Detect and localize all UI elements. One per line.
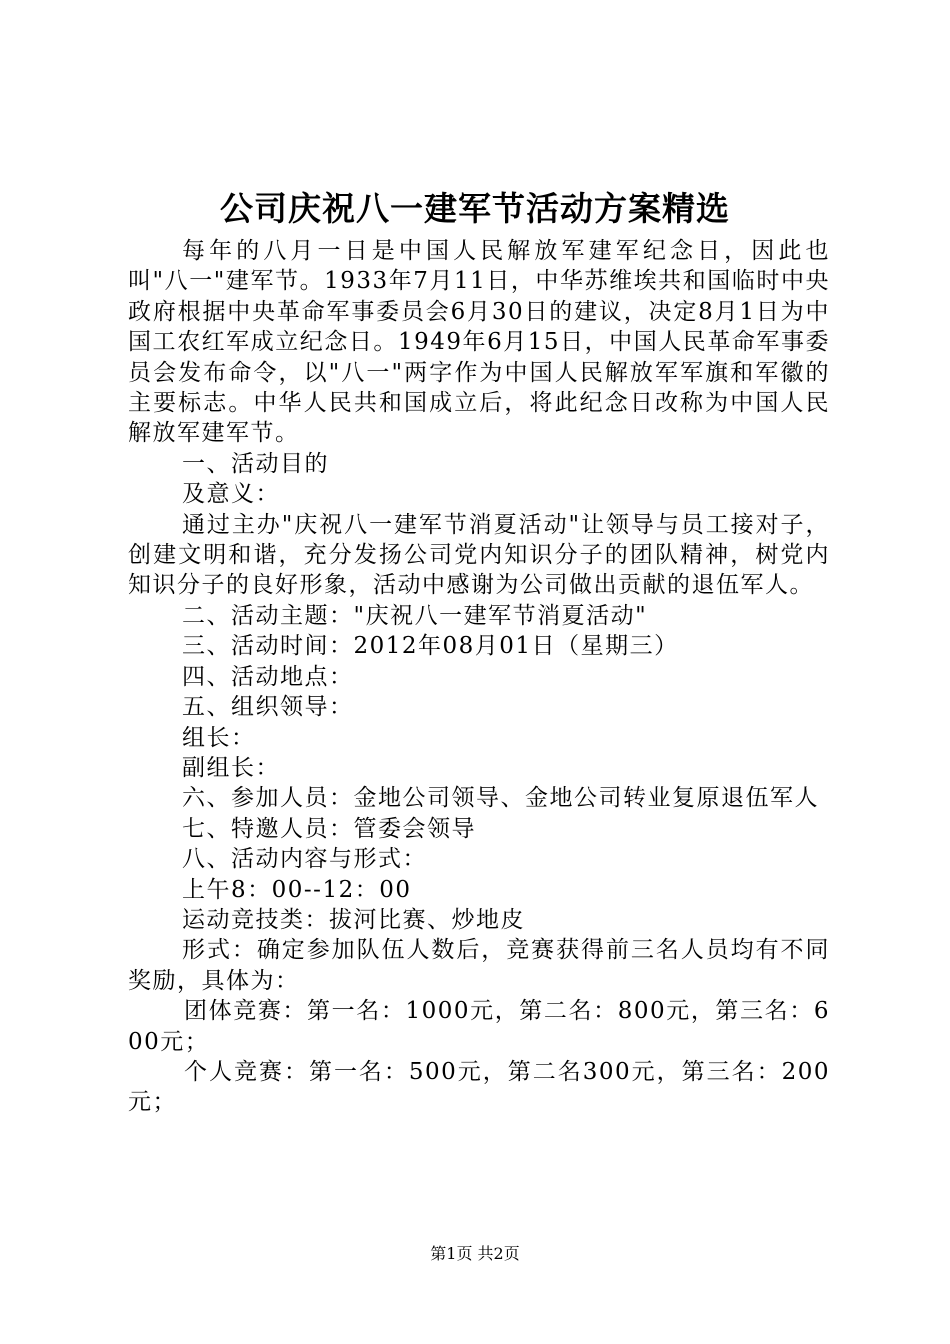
paragraph-leader: 组长： (182, 724, 256, 751)
page-footer: 第1页 共2页 (430, 1244, 520, 1263)
paragraph-deputy-leader: 副组长： (182, 754, 280, 781)
paragraph-organization: 五、组织领导： (182, 694, 354, 721)
document-title: 公司庆祝八一建军节活动方案精选 (220, 189, 730, 228)
paragraph-location: 四、活动地点： (182, 663, 354, 690)
paragraph-purpose: 通过主办"庆祝八一建军节消夏活动"让领导与员工接对子，创建文明和谐，充分发扬公司党内知识分子的团队精神，树党内知识分子的良好形象，活动中感谢为公司做出贡献的退伍军人。 (128, 511, 830, 599)
document-body (128, 236, 830, 1118)
paragraph-section-1-heading: 一、活动目的 (182, 450, 329, 477)
paragraph-section-1-subheading: 及意义： (182, 481, 280, 508)
paragraph-time: 三、活动时间：2012年08月01日（星期三） (182, 633, 679, 660)
paragraph-sports: 运动竞技类：拔河比赛、炒地皮 (182, 906, 525, 933)
paragraph-intro: 每年的八月一日是中国人民解放军建军纪念日，因此也叫"八一"建军节。1933年7月11日，中华苏维埃共和国临时中央政府根据中央革命军事委员会6月30日的建议，决定8月1日为中国工农红军成立纪念日。1949年6月15日，中国人民革命军事委员会发布命令，以"八一"两字作为中国人民解放军军旗和军徽的主要标志。中华人民共和国成立后，将此纪念日改称为中国人民解放军建军节。 (128, 238, 830, 447)
paragraph-morning-time: 上午8：00--12：00 (182, 876, 412, 903)
paragraph-individual-prizes: 个人竞赛：第一名：500元，第二名300元，第三名：200元； (128, 1058, 830, 1116)
paragraph-content-heading: 八、活动内容与形式： (182, 846, 427, 873)
paragraph-participants: 六、参加人员：金地公司领导、金地公司转业复原退伍军人 (182, 785, 819, 812)
paragraph-theme: 二、活动主题："庆祝八一建军节消夏活动" (182, 602, 648, 629)
paragraph-format: 形式：确定参加队伍人数后，竞赛获得前三名人员均有不同奖励，具体为： (128, 937, 830, 994)
paragraph-team-prizes: 团体竞赛：第一名：1000元，第二名：800元，第三名：600元； (128, 998, 830, 1055)
paragraph-guests: 七、特邀人员：管委会领导 (182, 815, 476, 842)
